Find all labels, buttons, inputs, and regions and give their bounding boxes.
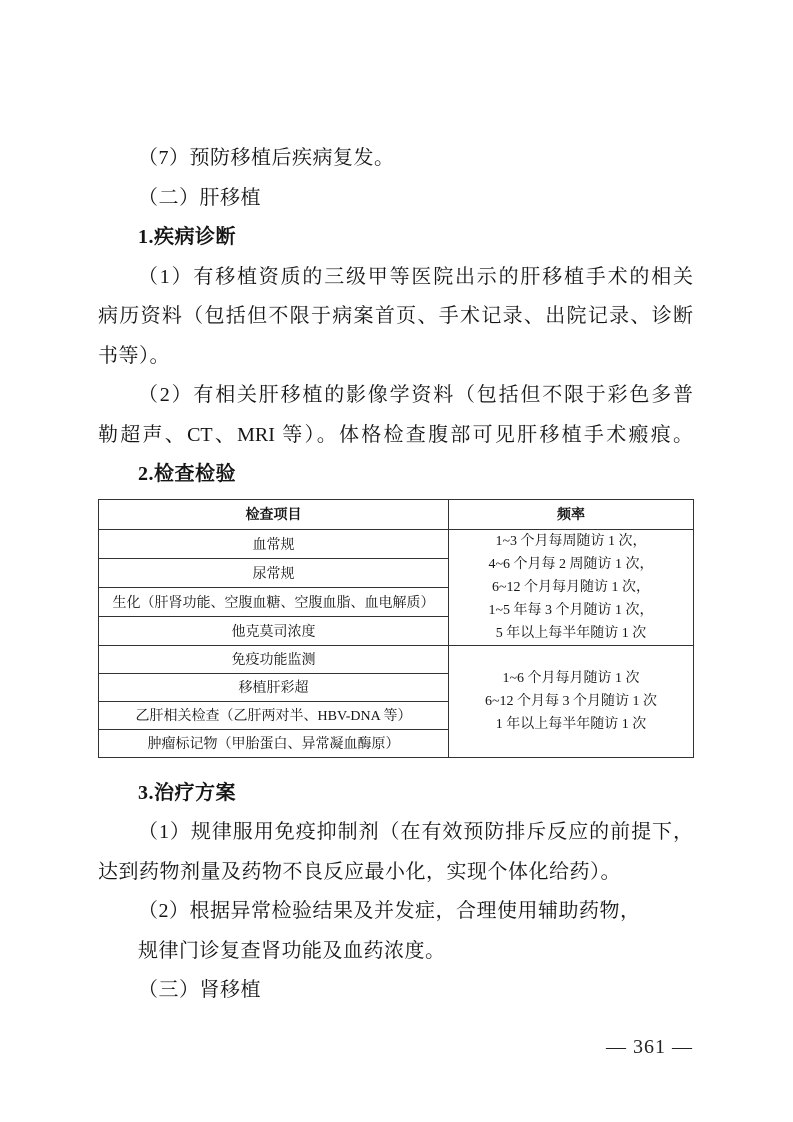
table-header-row (99, 499, 694, 529)
table-cell-frequency-group1 (449, 529, 694, 645)
document-body (98, 139, 693, 1011)
document-body-after-table (98, 774, 693, 1011)
section-heading-kidney-transplant: （三）肾移植 (138, 979, 261, 1001)
frequency-line: 6~12 个月每月随访 1 次， (491, 579, 651, 595)
table-cell-exam-item: 移植肝彩超 (99, 673, 449, 701)
table-cell-exam-item: 生化（肝肾功能、空腹血糖、空腹血脂、血电解质） (99, 587, 449, 616)
table-cell-exam-item: 肿瘤标记物（甲胎蛋白、异常凝血酶原） (99, 729, 449, 757)
section-heading-liver-transplant: （二）肝移植 (138, 186, 261, 209)
table-cell-exam-item: 血常规 (99, 529, 449, 558)
paragraph-line: （1）有移植资质的三级甲等医院出示的肝移植手术的相关 (138, 265, 693, 288)
table-header-frequency: 频率 (449, 499, 694, 529)
subsection-heading-diagnosis: 1.疾病诊断 (138, 226, 236, 248)
frequency-line: 1~3 个月每周随访 1 次， (495, 533, 647, 549)
frequency-line: 5 年以上每半年随访 1 次 (495, 625, 647, 641)
frequency-line: 6~12 个月每 3 个月随访 1 次 (484, 693, 658, 709)
table-row (99, 645, 694, 673)
table-cell-exam-item: 他克莫司浓度 (99, 616, 449, 645)
page-number: — 361 — (606, 1036, 693, 1058)
frequency-line: 1 年以上每半年随访 1 次 (495, 716, 647, 732)
paragraph-line: 书等）。 (98, 344, 170, 367)
table-cell-exam-item: 乙肝相关检查（乙肝两对半、HBV-DNA 等） (99, 701, 449, 729)
table-row (99, 529, 694, 558)
paragraph-line: （2）根据异常检验结果及并发症，合理使用辅助药物， (138, 900, 641, 922)
paragraph-line: 病历资料（包括但不限于病案首页、手术记录、出院记录、诊断 (98, 305, 693, 327)
paragraph-line: （1）规律服用免疫抑制剂（在有效预防排斥反应的前提下， (138, 821, 693, 843)
subsection-heading-treatment: 3.治疗方案 (138, 781, 236, 804)
paragraph-line: 达到药物剂量及药物不良反应最小化，实现个体化给药）。 (98, 860, 621, 883)
paragraph-line: （2）有相关肝移植的影像学资料（包括但不限于彩色多普 (138, 384, 693, 406)
paragraph-line: 规律门诊复查肾功能及血药浓度。 (138, 939, 446, 962)
table-cell-exam-item: 免疫功能监测 (99, 645, 449, 673)
paragraph-line: （7）预防移植后疾病复发。 (138, 147, 395, 169)
frequency-line: 1~5 年每 3 个月随访 1 次， (488, 602, 654, 618)
frequency-line: 4~6 个月每 2 周随访 1 次， (488, 556, 654, 572)
frequency-line: 1~6 个月每月随访 1 次 (502, 670, 640, 686)
table-header-exam-item: 检查项目 (99, 499, 449, 529)
table-cell-frequency-group2 (449, 645, 694, 757)
paragraph-line: 勒超声、CT、MRI 等）。体格检查腹部可见肝移植手术瘢痕。 (98, 423, 693, 446)
table-cell-exam-item: 尿常规 (99, 558, 449, 587)
followup-frequency-table (98, 499, 694, 758)
subsection-heading-examinations: 2.检查检验 (138, 463, 236, 485)
